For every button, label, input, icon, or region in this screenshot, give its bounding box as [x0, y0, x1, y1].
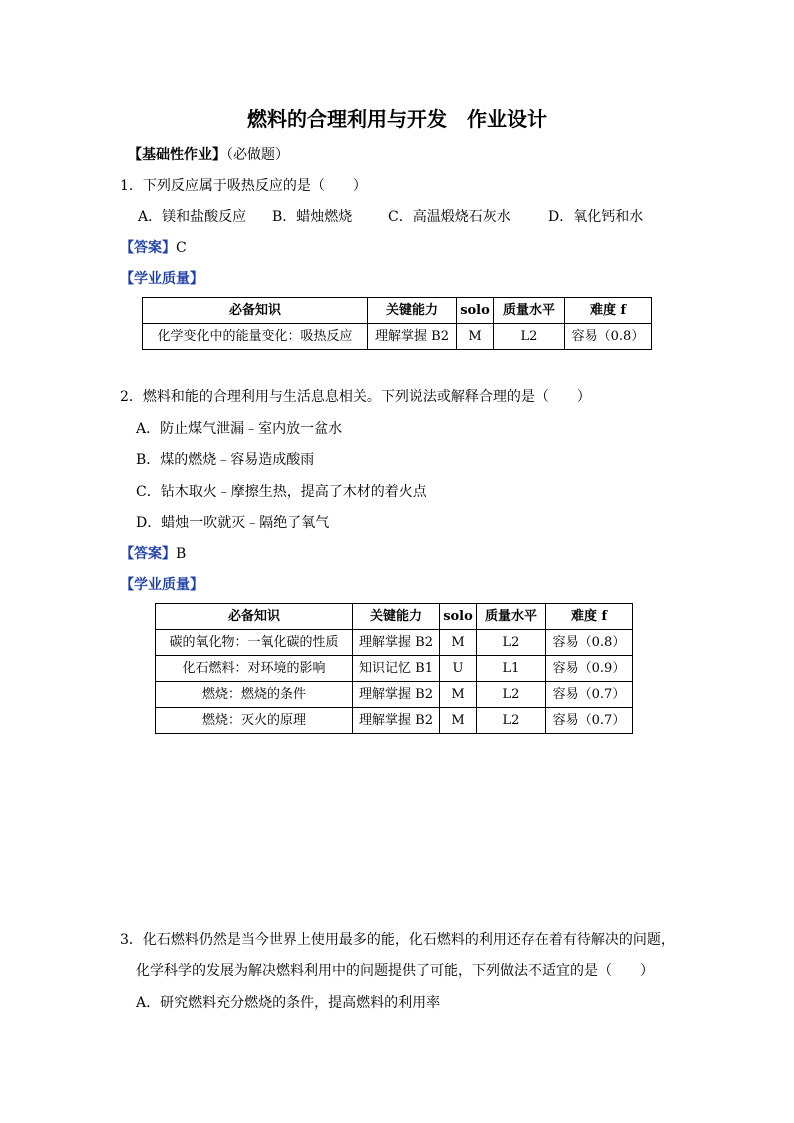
q1-option-a: A．镁和盐酸反应 — [138, 209, 247, 225]
q3-stem-line2: 化学科学的发展为解决燃料利用中的问题提供了可能，下列做法不适宜的是（ ） — [136, 963, 654, 979]
header-ability: 关键能力 — [353, 604, 440, 630]
header-knowledge: 必备知识 — [143, 298, 368, 324]
q1-option-b: B．蜡烛燃烧 — [272, 209, 353, 225]
q2-answer-label: 【答案】 — [120, 546, 176, 562]
cell-ability: 理解掌握 B2 — [353, 708, 440, 734]
cell-difficulty: 容易（0.7） — [546, 708, 633, 734]
cell-knowledge: 燃烧：灭火的原理 — [156, 708, 353, 734]
section-heading — [128, 146, 289, 164]
header-difficulty: 难度 f — [565, 298, 652, 324]
cell-ability: 理解掌握 B2 — [368, 324, 457, 350]
cell-level: L1 — [477, 656, 546, 682]
q3-option-a: A．研究燃料充分燃烧的条件，提高燃料的利用率 — [136, 995, 441, 1011]
header-solo: solo — [440, 604, 477, 630]
cell-knowledge: 化学变化中的能量变化：吸热反应 — [143, 324, 368, 350]
q2-option-d: D．蜡烛一吹就灭﹣隔绝了氧气 — [136, 515, 330, 531]
q3-stem-line1: 3．化石燃料仍然是当今世界上使用最多的能，化石燃料的利用还存在着有待解决的问题， — [120, 932, 675, 948]
table-header-row — [156, 604, 633, 630]
header-ability: 关键能力 — [368, 298, 457, 324]
cell-knowledge: 碳的氧化物：一氧化碳的性质 — [156, 630, 353, 656]
cell-knowledge: 化石燃料：对环境的影响 — [156, 656, 353, 682]
cell-difficulty: 容易（0.9） — [546, 656, 633, 682]
cell-solo: M — [440, 630, 477, 656]
q1-quality-table — [142, 297, 652, 350]
q1-answer — [120, 239, 187, 257]
header-level: 质量水平 — [494, 298, 565, 324]
table-row — [143, 324, 652, 350]
cell-knowledge: 燃烧：燃烧的条件 — [156, 682, 353, 708]
cell-solo: M — [457, 324, 494, 350]
table-row — [156, 656, 633, 682]
page-title: 燃料的合理利用与开发 作业设计 — [247, 107, 547, 131]
cell-ability: 理解掌握 B2 — [353, 630, 440, 656]
cell-difficulty: 容易（0.8） — [546, 630, 633, 656]
cell-solo: M — [440, 682, 477, 708]
cell-level: L2 — [477, 682, 546, 708]
cell-solo: M — [440, 708, 477, 734]
table-row — [156, 630, 633, 656]
q2-stem: 2．燃料和能的合理利用与生活息息相关。下列说法或解释合理的是（ ） — [120, 389, 591, 405]
q1-answer-value: C — [176, 240, 187, 256]
q1-stem: 1．下列反应属于吸热反应的是（ ） — [120, 178, 367, 194]
q2-quality-table — [155, 603, 633, 734]
cell-difficulty: 容易（0.8） — [565, 324, 652, 350]
table-row — [156, 682, 633, 708]
q1-answer-label: 【答案】 — [120, 240, 176, 256]
section-label: 【基础性作业】 — [128, 147, 226, 163]
q2-option-c: C．钻木取火﹣摩擦生热，提高了木材的着火点 — [136, 484, 427, 500]
section-note: （必做题） — [226, 147, 289, 163]
q1-quality-label: 【学业质量】 — [120, 271, 204, 287]
q2-option-b: B．煤的燃烧﹣容易造成酸雨 — [136, 452, 315, 468]
q1-option-c: C．高温煅烧石灰水 — [388, 209, 511, 225]
header-solo: solo — [457, 298, 494, 324]
cell-solo: U — [440, 656, 477, 682]
cell-difficulty: 容易（0.7） — [546, 682, 633, 708]
table-header-row — [143, 298, 652, 324]
cell-ability: 理解掌握 B2 — [353, 682, 440, 708]
q2-answer-value: B — [176, 546, 187, 562]
cell-level: L2 — [477, 708, 546, 734]
q2-option-a: A．防止煤气泄漏﹣室内放一盆水 — [136, 421, 343, 437]
cell-level: L2 — [494, 324, 565, 350]
q2-answer — [120, 545, 186, 563]
header-knowledge: 必备知识 — [156, 604, 353, 630]
header-level: 质量水平 — [477, 604, 546, 630]
cell-ability: 知识记忆 B1 — [353, 656, 440, 682]
header-difficulty: 难度 f — [546, 604, 633, 630]
q1-option-d: D．氧化钙和水 — [548, 209, 644, 225]
q2-quality-label: 【学业质量】 — [120, 577, 204, 593]
cell-level: L2 — [477, 630, 546, 656]
table-row — [156, 708, 633, 734]
